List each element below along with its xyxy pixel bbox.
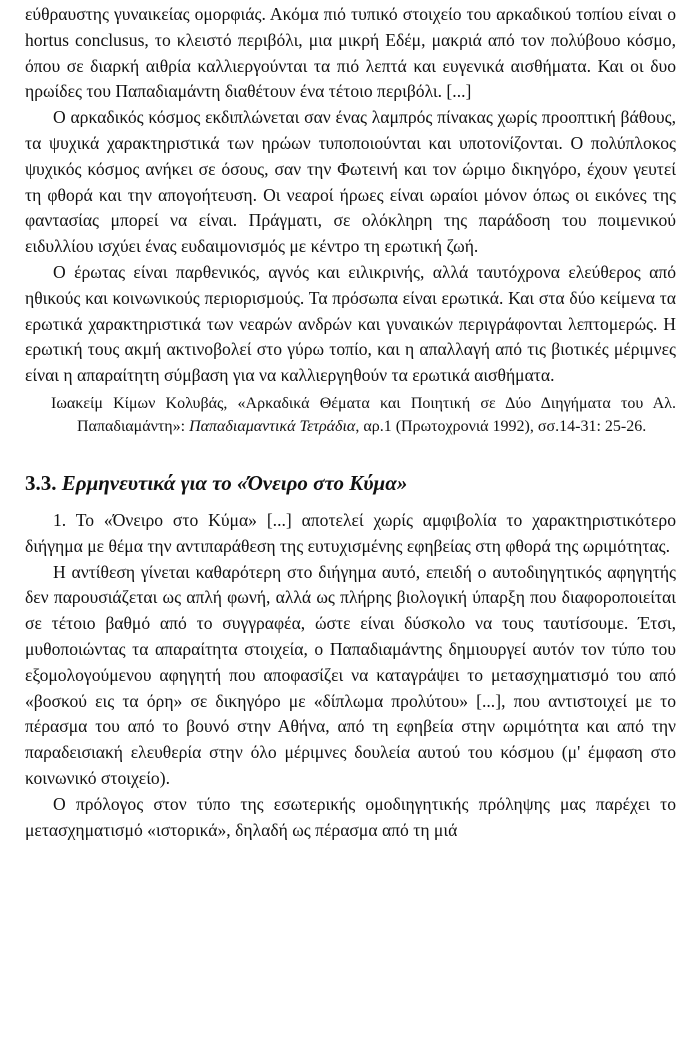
citation-details: , αρ.1 (Πρωτοχρονιά 1992), σσ.14-31: 25-26. (355, 417, 647, 435)
document-page (0, 2, 696, 1038)
section-heading (25, 470, 676, 496)
body-paragraph: Ο έρωτας είναι παρθενικός, αγνός και ειλικρινής, αλλά ταυτόχρονα ελεύθερος από ηθικούς και κοινωνικούς περιορισμούς. Τα πρόσωπα είναι ερωτικά. Και στα δύο κείμενα τα ερωτικά χαρακτηριστικά των νεαρών ανδρών και γυναικών περιγράφονται λεπτομερώς. Η ερωτική τους ακμή ακτινοβολεί στο γύρω τοπίο, και η απαλλαγή από τις βιοτικές μέριμνες είναι η απαραίτητη σύμβαση για να καλλιεργηθούν τα ερωτικά αισθήματα. (25, 261, 676, 386)
body-paragraph: Η αντίθεση γίνεται καθαρότερη στο διήγημα αυτό, επειδή ο αυτοδιηγητικός αφηγητής δεν παρουσιάζεται ως απλή φωνή, αλλά ως πλήρης βιολογική ύπαρξη που διαφοροποιείται σε τέτοιο βαθμό από το συγγραφέα, ώστε είναι δύσκολο να τους ταυτίσουμε. Έτσι, μυθοποιώντας τα απαραίτητα στοιχεία, ο Παπαδιαμάντης δημιουργεί αυτόν τον τύπο του εξομολογούμενου αφηγητή που αποφασίζει να καταγράψει το μετασχηματισμό του από «βοσκού εις τα όρη» σε δικηγόρο με «δίπλωμα προλύτου» [...], που αντιστοιχεί με το πέρασμα του από το βουνό στην Αθήνα, από τη εφηβεία στην ωριμότητα και από την παραδεισιακή ελευθερία στην όλο μέριμνες δουλεία αυτού του κόσμου (μ' έμφαση στο κοινωνικό στοιχείο). (25, 561, 676, 788)
body-paragraph: εύθραυστης γυναικείας ομορφιάς. Ακόμα πιό τυπικό στοιχείο του αρκαδικού τοπίου είναι ο hortus conclusus, το κλειστό περιβόλι, μια μικρή Εδέμ, μακριά από τον πολύβουο κόσμο, όπου σε διαρκή αιθρία καλλιεργούνται τα πιό λεπτά και ευγενικά αισθήματα. Και οι δυο ηρωίδες του Παπαδιαμάντη διαθέτουν ένα τέτοιο περιβόλι. [...] (25, 4, 676, 102)
citation (25, 392, 676, 438)
body-paragraph: Ο αρκαδικός κόσμος εκδιπλώνεται σαν ένας λαμπρός πίνακας χωρίς προοπτική βάθους, τα ψυχικά χαρακτηριστικά των ηρώων τυποποιούνται και υποτονίζονται. Ο πολύπλοκος ψυχικός κόσμος ανήκει σε όσους, σαν την Φωτεινή και τον ώριμο δικηγόρο, έχουν γευτεί τη φθορά και την απογοήτευση. Οι νεαροί ήρωες είναι ωραίοι μόνον όπως οι εικόνες της φαντασίας μπορεί να είναι. Πράγματι, σε ολόκληρη της παράδοση του ποιμενικού ειδυλλίου ισχύει ένας ευδαιμονισμός με κέντρο τη ερωτική ζωή. (25, 107, 676, 257)
section-number: 3.3. (25, 470, 62, 495)
body-paragraph: Ο πρόλογος στον τύπο της εσωτερικής ομοδιηγητικής πρόληψης μας παρέχει το μετασχηματισμό «ιστορικά», δηλαδή ως πέρασμα από τη μιά (25, 793, 676, 840)
citation-journal: Παπαδιαμαντικά Τετράδια (189, 417, 356, 435)
body-paragraph: 1. Το «Όνειρο στο Κύμα» [...] αποτελεί χωρίς αμφιβολία το χαρακτηριστικότερο διήγημα με θέμα την αντιπαράθεση της ευτυχισμένης εφηβείας στη φθορά της ωριμότητας. (25, 509, 676, 556)
citation-text: Ιωακείμ Κίμων Κολυβάς, «Αρκαδικά Θέματα και Ποιητική σε Δύο Διηγήματα του Αλ. Παπαδιαμάντη»: (51, 394, 676, 435)
section-title: Ερμηνευτικά για το «Όνειρο στο Κύμα» (61, 470, 408, 495)
